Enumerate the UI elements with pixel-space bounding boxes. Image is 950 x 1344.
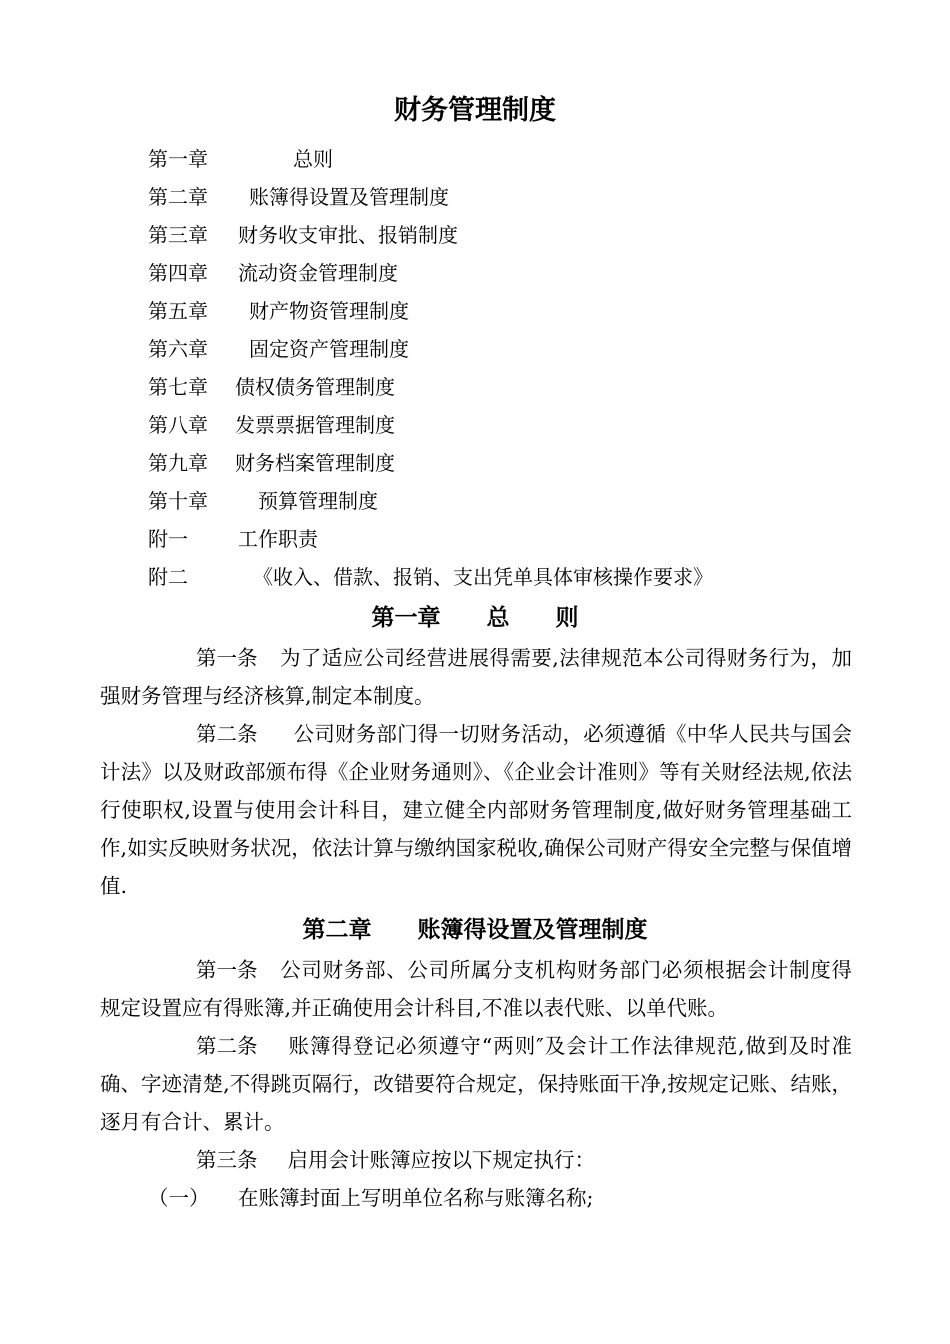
chapter-1-article-2: [100, 715, 852, 905]
toc-chapter: 第八章: [148, 413, 208, 437]
toc-entry: [148, 523, 318, 553]
article-label: 第一条: [196, 958, 258, 982]
chapter-2-article-2: [100, 1027, 852, 1141]
toc-chapter: 第九章: [148, 451, 208, 475]
toc-chapter: 第二章: [148, 185, 208, 209]
toc-chapter: 第三章: [148, 223, 208, 247]
article-text: 账簿得登记必须遵守“两则″及会计工作法律规范,做到及时准确、字迹清楚,不得跳页隔行，改错要符合规定，保持账面干净,按规定记账、结账，逐月有合计、累计。: [100, 1034, 852, 1134]
toc-entry: [148, 447, 395, 477]
toc-name: 财产物资管理制度: [249, 299, 409, 323]
toc-name: 固定资产管理制度: [249, 337, 409, 361]
toc-entry: [148, 371, 395, 401]
toc-chapter: 附二: [148, 565, 188, 589]
chapter-1-article-1: [100, 639, 852, 715]
toc-chapter: 第六章: [148, 337, 208, 361]
toc-name: 预算管理制度: [258, 489, 378, 513]
toc-entry: [148, 181, 449, 211]
toc-entry: [148, 333, 409, 363]
toc-entry: [148, 143, 333, 173]
article-label: 第三条: [196, 1148, 258, 1172]
toc-name: 财务收支审批、报销制度: [238, 223, 458, 247]
toc-entry: [148, 485, 378, 515]
chapter-1-heading: 第一章 总 则: [371, 605, 579, 631]
toc-entry: [148, 561, 713, 591]
article-text: 公司财务部门得一切财务活动，必须遵循《中华人民共与国会计法》以及财政部颁布得《企业财务通则》、《企业会计准则》等有关财经法规,依法行使职权,设置与使用会计科目，建立健全内部财务管理制度,做好财务管理基础工作,如实反映财务状况，依法计算与缴纳国家税收,确保公司财产得安全完整与保值增值.: [100, 722, 852, 898]
toc-chapter: 第十章: [148, 489, 208, 513]
toc-entry: [148, 257, 398, 287]
article-label: 第二条: [196, 722, 258, 746]
toc-entry: [148, 295, 409, 325]
chapter-2-heading: 第二章 账簿得设置及管理制度: [302, 917, 648, 943]
item-text: 在账簿封面上写明单位名称与账簿名称;: [238, 1186, 594, 1210]
chapter-2-list-item: [148, 1179, 593, 1217]
article-label: 第二条: [196, 1034, 258, 1058]
article-text: 为了适应公司经营进展得需要,法律规范本公司得财务行为，加强财务管理与经济核算,制定本制度。: [100, 646, 852, 708]
toc-name: 财务档案管理制度: [235, 451, 395, 475]
article-text: 公司财务部、公司所属分支机构财务部门必须根据会计制度得规定设置应有得账簿,并正确使用会计科目,不准以表代账、以单代账。: [100, 958, 852, 1020]
toc-name: 债权债务管理制度: [235, 375, 395, 399]
toc-entry: [148, 409, 395, 439]
toc-chapter: 第一章: [148, 147, 208, 171]
item-number: （一）: [148, 1186, 210, 1210]
toc-chapter: 第四章: [148, 261, 208, 285]
toc-name: 流动资金管理制度: [238, 261, 398, 285]
chapter-2-article-1: [100, 951, 852, 1027]
toc-chapter: 第七章: [148, 375, 208, 399]
toc-name: 工作职责: [238, 527, 318, 551]
toc-chapter: 附一: [148, 527, 188, 551]
article-text: 启用会计账簿应按以下规定执行：: [287, 1148, 595, 1172]
toc-entry: [148, 219, 458, 249]
article-label: 第一条: [196, 646, 258, 670]
toc-name: 总则: [293, 147, 333, 171]
toc-chapter: 第五章: [148, 299, 208, 323]
toc-name: 发票票据管理制度: [235, 413, 395, 437]
toc-name: 账簿得设置及管理制度: [249, 185, 449, 209]
chapter-2-article-3: [100, 1141, 852, 1179]
document-title: 财务管理制度: [394, 95, 556, 126]
toc-name: 《收入、借款、报销、支出凭单具体审核操作要求》: [253, 565, 713, 589]
